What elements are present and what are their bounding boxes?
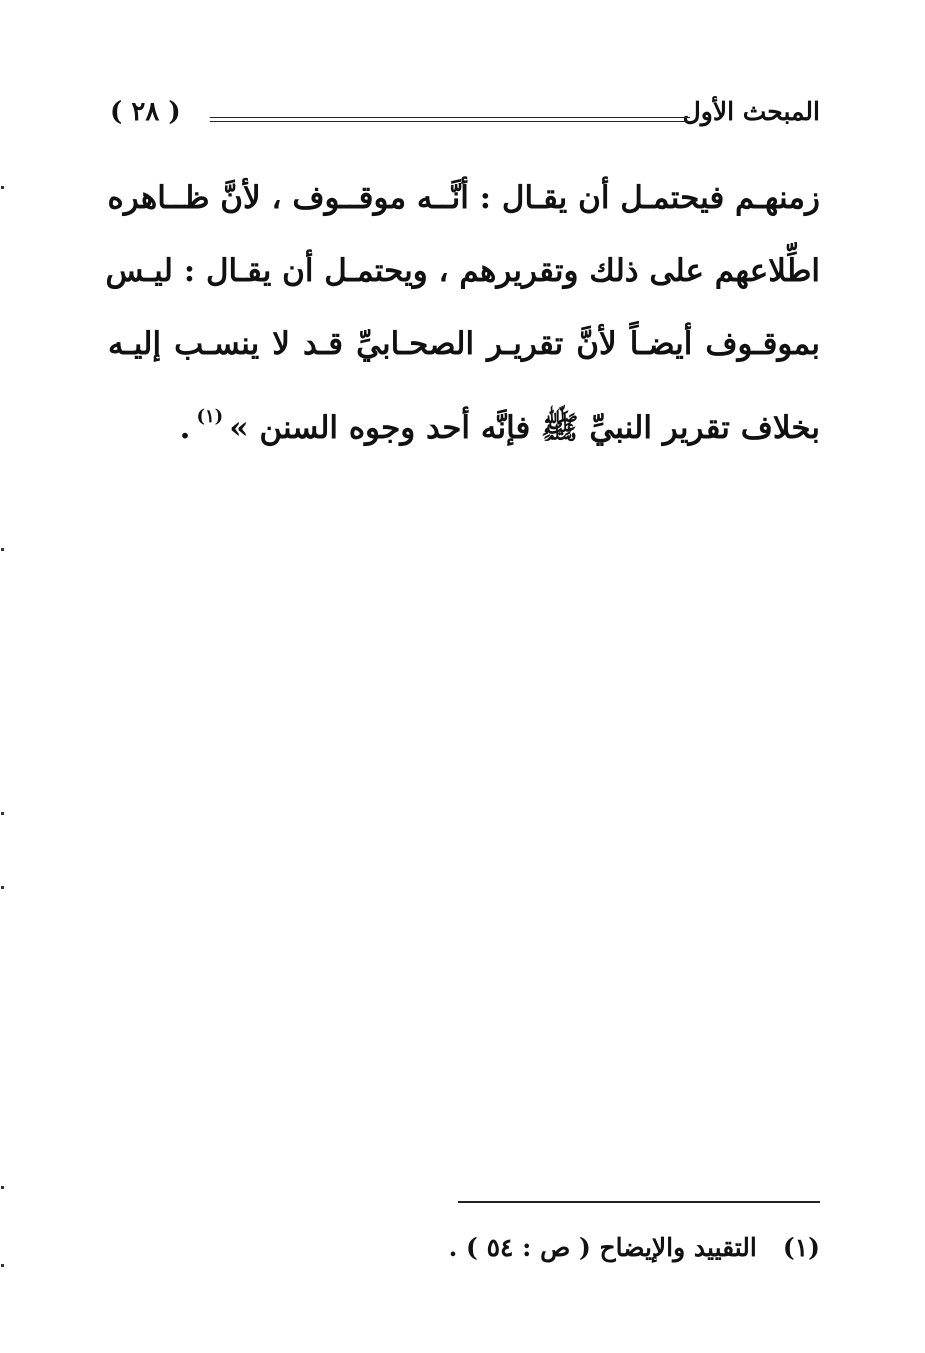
body-line-last: [108, 387, 820, 460]
final-period: .: [179, 410, 191, 446]
scan-speck: [1, 548, 4, 551]
body-paragraph: [105, 168, 820, 460]
running-header: [110, 92, 820, 132]
body-line: بموقـوف أيضـاً لأنَّ تقريـر الصحـابيِّ قـد لا ينسـب إليـه: [108, 326, 820, 362]
body-line: زمنهـم فيحتمـل أن يقـال : أنَّــه موقــوف ، لأنَّ ظــاهره: [107, 180, 820, 216]
footnote: [108, 1228, 820, 1268]
footnote-number: (١): [782, 1233, 820, 1262]
body-line-text: بخلاف تقرير النبيِّ ﷺ فإنَّه أحد وجوه السنن »: [229, 410, 820, 446]
header-rule: [210, 117, 690, 122]
scan-speck: [1, 886, 4, 889]
footnote-reference[interactable]: (١): [196, 406, 224, 427]
section-title: المبحث الأول: [682, 97, 820, 126]
footnote-separator: [458, 1201, 820, 1203]
scan-speck: [1, 186, 4, 189]
body-line: اطِّلاعهم على ذلك وتقريرهم ، ويحتمـل أن يقـال : ليـس: [105, 253, 820, 289]
scan-speck: [1, 1186, 4, 1189]
scan-speck: [1, 812, 4, 815]
footnote-text: التقييد والإيضاح ( ص : ٥٤ ) .: [448, 1233, 757, 1262]
scan-speck: [1, 1264, 4, 1267]
page-number: ( ٢٨ ): [110, 97, 181, 127]
